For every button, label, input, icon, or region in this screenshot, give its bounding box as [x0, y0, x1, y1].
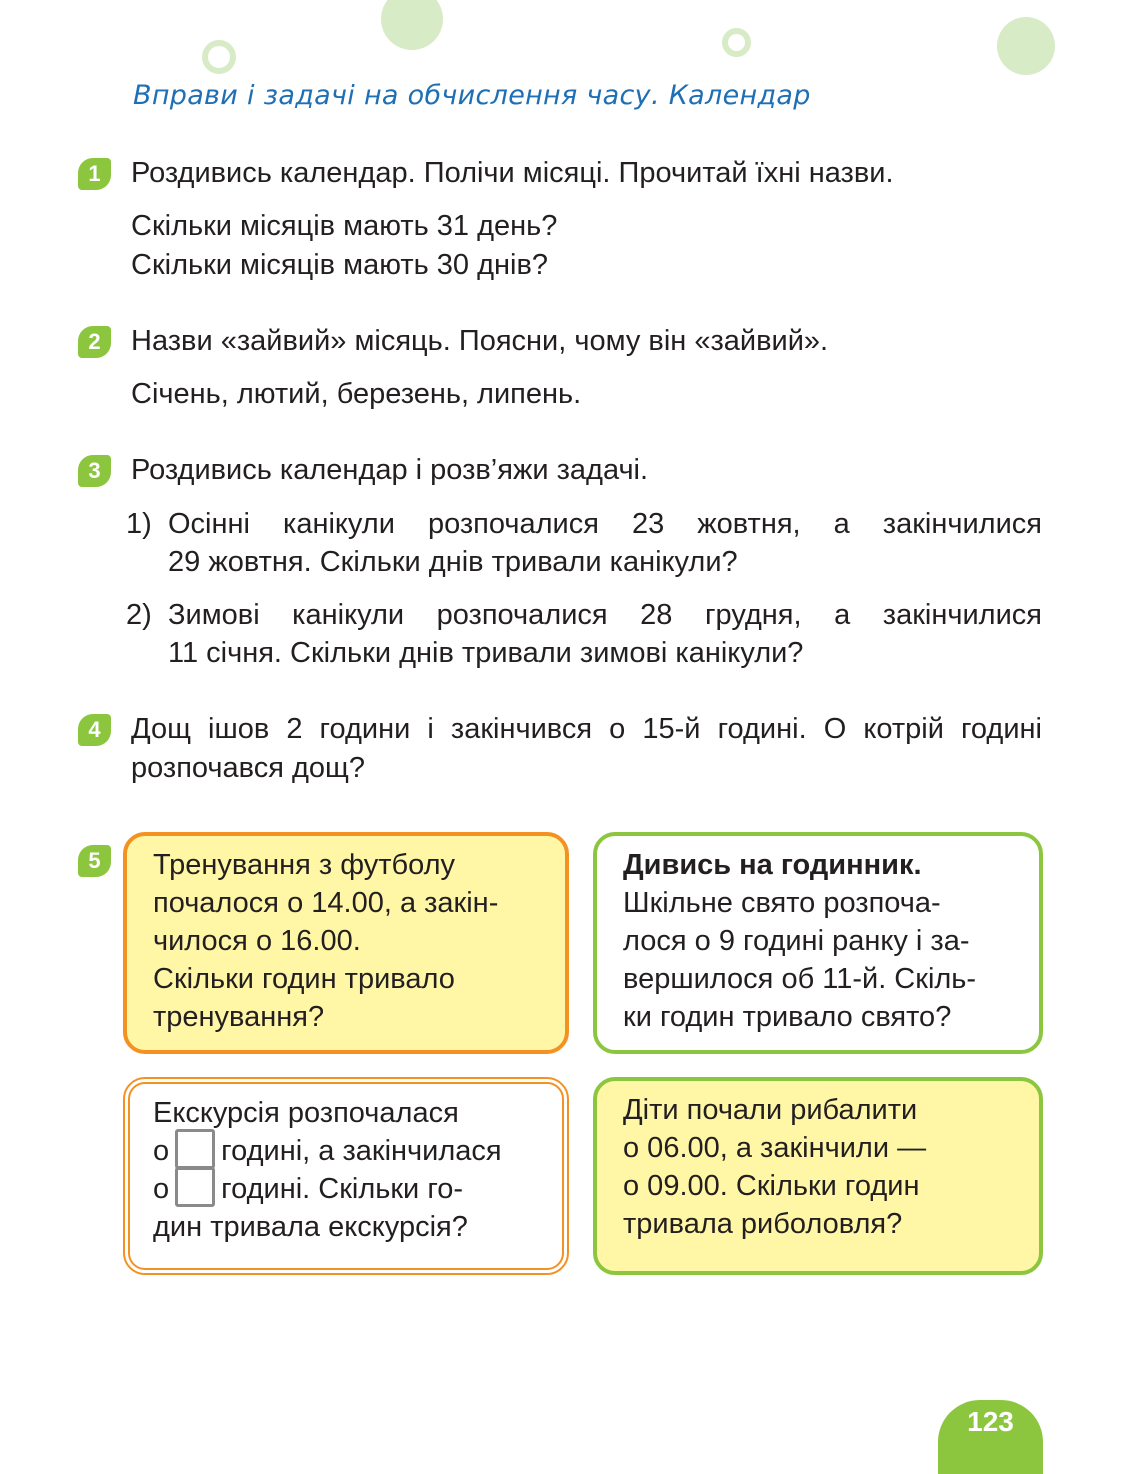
task-card-fishing	[593, 1077, 1043, 1275]
exercise-1-line: Роздивись календар. Полічи місяці. Прочитай їхні назви.	[131, 157, 894, 189]
card-heading: Дивись на годинник.	[623, 849, 922, 881]
task-text: Осінні канікули розпочалися 23 жовтня, а закінчилися	[168, 508, 1042, 540]
exercise-2-line: Назви «зайвий» місяць. Поясни, чому він «зайвий».	[131, 325, 829, 357]
decorative-ring	[202, 40, 236, 74]
exercise-1-line: Скільки місяців мають 31 день?	[131, 210, 558, 242]
exercise-number-badge: 1	[78, 158, 111, 190]
card-text: годині. Скільки го-	[221, 1173, 464, 1205]
card-text: лося о 9 годині ранку і за-	[623, 925, 970, 957]
exercise-number-badge: 3	[78, 455, 111, 487]
card-text: Екскурсія розпочалася	[153, 1097, 459, 1129]
exercise-1-line: Скільки місяців мають 30 днів?	[131, 249, 549, 281]
task-card-excursion	[123, 1077, 569, 1275]
card-text: чилося о 16.00.	[153, 925, 361, 957]
card-text: почалося о 14.00, а закін-	[153, 887, 499, 919]
card-text: ки годин тривало свято?	[623, 1001, 952, 1033]
exercise-3-intro: Роздивись календар і розв’яжи задачі.	[131, 454, 649, 486]
task-text: 11 січня. Скільки днів тривали зимові канікули?	[168, 637, 804, 669]
exercise-number-badge: 4	[78, 714, 111, 746]
card-text: Діти почали рибалити	[623, 1094, 918, 1126]
page-number: 123	[938, 1400, 1043, 1474]
card-text: о	[153, 1135, 170, 1167]
task-text: Зимові канікули розпочалися 28 грудня, а закінчилися	[168, 599, 1042, 631]
task-card-football	[123, 832, 569, 1054]
card-text: тривала риболовля?	[623, 1208, 903, 1240]
decorative-ring	[722, 28, 751, 57]
card-text: о 09.00. Скільки годин	[623, 1170, 920, 1202]
card-text: вершилося об 11-й. Скіль-	[623, 963, 977, 995]
card-text: годині, а закінчилася	[221, 1135, 502, 1167]
card-text: о 06.00, а закінчили —	[623, 1132, 927, 1164]
card-text: о	[153, 1173, 170, 1205]
exercise-2-line: Січень, лютий, березень, липень.	[131, 378, 582, 410]
task-card-school-holiday	[593, 832, 1043, 1054]
task-label: 1)	[126, 508, 152, 540]
answer-blank-box[interactable]	[175, 1167, 215, 1207]
card-text-with-blank	[153, 1132, 536, 1170]
exercise-4-line: розпочався дощ?	[131, 752, 366, 784]
card-text: дин тривала екскурсія?	[153, 1211, 468, 1243]
exercise-4-line: Дощ ішов 2 години і закінчився о 15-й годині. О котрій годині	[131, 713, 1042, 745]
page-title: Вправи і задачі на обчислення часу. Календар	[133, 80, 811, 111]
task-label: 2)	[126, 599, 152, 631]
card-text: Шкільне свято розпоча-	[623, 887, 941, 919]
card-text-with-blank	[153, 1170, 536, 1208]
decorative-circle	[381, 0, 443, 50]
card-text: Скільки годин тривало	[153, 963, 455, 995]
exercise-number-badge: 2	[78, 326, 111, 358]
exercise-number-badge: 5	[78, 845, 111, 877]
card-text: тренування?	[153, 1001, 325, 1033]
answer-blank-box[interactable]	[175, 1129, 215, 1169]
decorative-circle	[997, 17, 1055, 75]
card-text: Тренування з футболу	[153, 849, 456, 881]
task-text: 29 жовтня. Скільки днів тривали канікули?	[168, 546, 738, 578]
